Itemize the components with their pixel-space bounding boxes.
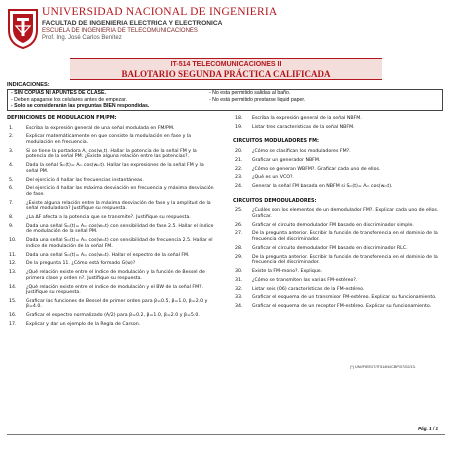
question-number: 19. — [235, 124, 243, 130]
question-text: Escriba la expresión general de la señal NBFM. — [252, 116, 362, 121]
question-number: 15. — [9, 298, 17, 304]
university-name: UNIVERSIDAD NACIONAL DE INGENIERIA — [42, 6, 278, 18]
question-number: 6. — [9, 186, 14, 192]
question-number: 8. — [9, 215, 14, 221]
question-text: ¿Qué relación existe entre el índice de modulación y la función de Bessel de primera clase y orden n?. Justifique su respuesta. — [26, 270, 205, 281]
question-number: 25. — [235, 208, 243, 214]
university-seal-icon — [6, 6, 40, 50]
document-title: BALOTARIO SEGUNDA PRÁCTICA CALIFICADA — [121, 69, 331, 79]
question-number: 26. — [235, 222, 243, 228]
question-text: Explicar y dar un ejemplo de la Regla de Carson. — [26, 322, 141, 328]
question-item — [7, 186, 217, 197]
question-text: Generar la señal FM basada en NBFM si Sₘ(t)= Aₘ cos(wₘt). — [252, 184, 393, 190]
section-title: CIRCUITOS MODULADORES FM: — [233, 138, 319, 145]
question-text: Graficar el circuito demodulador FM basado en discriminador RLC. — [252, 245, 408, 251]
question-text: Dada una señal Sₘ(t)= Aₘ cos(wₘt) con sensibilidad de fase 2.5. Hallar el índice de modulación de la señal PM. — [26, 223, 214, 235]
indication-row — [8, 90, 442, 97]
question-item — [233, 304, 447, 310]
course-title: IT-514 TELECOMUNICACIONES II — [170, 61, 282, 68]
question-item — [233, 231, 447, 242]
question-text: Del ejercicio 4 hallar las máxima desviación en frecuencia y máxima desviación de fase. — [26, 186, 214, 197]
question-item — [233, 125, 447, 131]
question-item — [7, 238, 217, 249]
question-number: 31. — [235, 277, 243, 283]
page-number: Pág. 1 / 1 — [418, 426, 438, 431]
question-item — [7, 163, 217, 174]
question-item — [7, 322, 217, 328]
question-text: ¿Qué es un VCO?. — [252, 175, 294, 181]
question-number: 18. — [235, 116, 243, 121]
question-item — [233, 184, 447, 190]
question-item — [233, 149, 447, 155]
question-text: Dada una señal Sₘ(t)= Aₘ cos(wₘt) con sensibilidad de frecuencia 2.5. Hallar el índice de modulación de la señal FM. — [26, 238, 213, 249]
professor-name: Prof. Ing. José Carlos Benítez — [42, 35, 122, 41]
question-text: ¿Cómo se clasifican los moduladores FM?. — [252, 148, 351, 154]
question-text: Graficar un generador NBFM. — [252, 157, 321, 163]
question-list — [233, 149, 447, 190]
question-item — [7, 201, 217, 212]
question-item — [7, 253, 217, 259]
question-text: Dada una señal Sₘ(t)= Aₘ cos(wₘt). Hallar el espectro de la señal FM. — [26, 252, 190, 258]
question-list — [7, 126, 217, 328]
question-text: Graficar el espectro normalizado (A/2) para β=0.2, β=1.0, β=2.0 y β=5.0. — [26, 313, 200, 319]
question-number: 22. — [235, 166, 243, 172]
question-text: Existe la FM-mono?. Explique. — [252, 268, 323, 274]
question-text: Listar tres características de la señal NBFM. — [252, 124, 355, 130]
title-band — [70, 58, 382, 80]
question-text: De la pregunta anterior. Escribir la función de transferencia en el dominio de la frecuencia del discriminador. — [252, 231, 438, 243]
question-text: Graficar el circuito demodulador FM basado en discriminador simple. — [252, 222, 414, 228]
question-item — [7, 270, 217, 281]
question-text: Listar seis (06) características de la FM-estéreo. — [252, 286, 365, 292]
left-column — [7, 116, 217, 331]
question-item — [7, 299, 217, 310]
question-text: Graficar el esquema de un receptor FM-estéreo. Explicar su funcionamiento. — [252, 304, 432, 310]
question-item — [7, 178, 217, 184]
question-list — [233, 208, 447, 309]
question-item — [233, 295, 447, 301]
question-item — [233, 269, 447, 275]
question-item — [7, 313, 217, 319]
question-item — [233, 175, 447, 181]
question-number: 23. — [235, 175, 243, 181]
question-text: ¿Qué relación existe entre el índice de modulación y el BW de la señal FM?. Justifique su respuesta. — [26, 284, 204, 296]
question-text: ¿La ΔF afecta a la potencia que se transmite?. Justifique su respuesta. — [26, 215, 191, 221]
question-item — [233, 116, 447, 122]
document-header — [4, 4, 448, 56]
section-title: CIRCUITOS DEMODULADORES: — [233, 197, 317, 204]
question-item — [233, 208, 447, 219]
question-number: 1. — [9, 125, 14, 131]
question-number: 7. — [9, 200, 14, 206]
question-text: ¿Cuáles son los elementos de un demodulador FM?. Explicar cada uno de ellos. Graficar. — [252, 208, 439, 219]
school-name: ESCUELA DE INGENIERIA DE TELECOMUNICACIONES — [42, 28, 198, 34]
question-number: 10. — [9, 238, 17, 244]
footer-divider — [7, 434, 445, 435]
question-item — [233, 246, 447, 252]
question-item — [233, 255, 447, 266]
question-item — [7, 149, 217, 160]
question-text: De la pregunta anterior. Escribir la función de transferencia en el dominio de la frecuencia del discriminador. — [252, 254, 438, 266]
question-number: 29. — [235, 254, 243, 260]
question-number: 21. — [235, 157, 243, 163]
question-number: 3. — [9, 148, 14, 154]
indication-text: - No esta permitido salidas al baño. — [209, 90, 291, 96]
indication-text: - SIN COPIAS NI APUNTES DE CLASE. — [11, 90, 106, 96]
question-number: 32. — [235, 286, 243, 292]
question-item — [7, 215, 217, 221]
question-item — [233, 223, 447, 229]
right-column — [233, 116, 447, 313]
indication-note: - Solo se considerarán las preguntas BIEN respondidas. — [11, 103, 150, 110]
indication-row — [8, 97, 442, 104]
question-number: 30. — [235, 268, 243, 274]
question-text: Explicar matemáticamente en que consiste la modulación en fase y la modulación en frecuencia. — [26, 134, 192, 145]
question-number: 24. — [235, 184, 243, 190]
question-number: 16. — [9, 313, 17, 319]
question-item — [233, 278, 447, 284]
question-text: Dada la señal Sₘ(t)= Aₘ cos(wₘt). Hallar las expresiones de la señal FM y la señal PM. — [26, 163, 204, 174]
faculty-name: FACULTAD DE INGENIERIA ELECTRICA Y ELECTRONICA — [42, 20, 223, 27]
question-number: 12. — [9, 261, 17, 267]
section-title: DEFINICIONES DE MODULACION FM/PM: — [7, 115, 117, 121]
question-item — [7, 285, 217, 296]
question-number: 20. — [235, 148, 243, 154]
indication-text: - Deben apagarse los celulares antes de empezar. — [11, 96, 127, 103]
document-reference: (*) UNI/FIEE/IT/IT514N/ICBP/07/02/13. — [350, 365, 416, 369]
indication-text: - No está permitido prestarse liquid paper. — [209, 96, 306, 103]
question-item — [233, 167, 447, 173]
question-item — [7, 126, 217, 132]
question-number: 33. — [235, 295, 243, 301]
question-item — [7, 261, 217, 267]
question-text: ¿Cómo se generan WBFM?. Graficar cada uno de ellos. — [252, 166, 381, 172]
question-text: De la pregunta 11. ¿Cómo está formado G(w)? — [26, 261, 136, 267]
question-text: ¿Existe alguna relación entre la máxima desviación de fase y la amplitud de la señal moduladora? Justifique su respuesta. — [26, 200, 211, 212]
indications-heading: INDICACIONES: — [7, 82, 50, 88]
indications-box — [7, 89, 443, 111]
question-text: Del ejercicio 4 hallar las frecuencias instantáneas. — [26, 177, 144, 183]
question-number: 14. — [9, 284, 17, 290]
question-text: Si se tiene la portadora A꜀ cos(w꜀t). Hallar la potencia de la señal FM y la potencia de la señal PM. ¿Existe alguna relación entre las potencias?. — [26, 148, 197, 160]
question-text: Escriba la expresión general de una señal modulada en FM/PM. — [26, 125, 175, 131]
question-number: 34. — [235, 304, 243, 310]
question-number: 13. — [9, 270, 17, 276]
header-text — [42, 6, 277, 42]
question-number: 17. — [9, 322, 17, 328]
question-number: 27. — [235, 231, 243, 237]
question-number: 5. — [9, 177, 14, 183]
question-number: 9. — [9, 223, 14, 229]
question-item — [7, 224, 217, 235]
question-item — [233, 287, 447, 293]
question-number: 28. — [235, 245, 243, 251]
question-list — [233, 116, 447, 130]
question-number: 4. — [9, 163, 14, 169]
question-number: 11. — [9, 252, 17, 258]
question-item — [7, 134, 217, 145]
question-number: 2. — [9, 134, 14, 140]
question-text: ¿Cómo se transmiten las varias FM-estéreo?. — [252, 277, 358, 283]
question-text: Graficar el esquema de un transmisor FM-estéreo. Explicar su funcionamiento. — [252, 295, 437, 301]
question-item — [233, 158, 447, 164]
question-text: Graficar las funciones de Bessel de primer orden para β=0.5, β=1.0, β=2.0 y β=4.0. — [26, 298, 208, 310]
